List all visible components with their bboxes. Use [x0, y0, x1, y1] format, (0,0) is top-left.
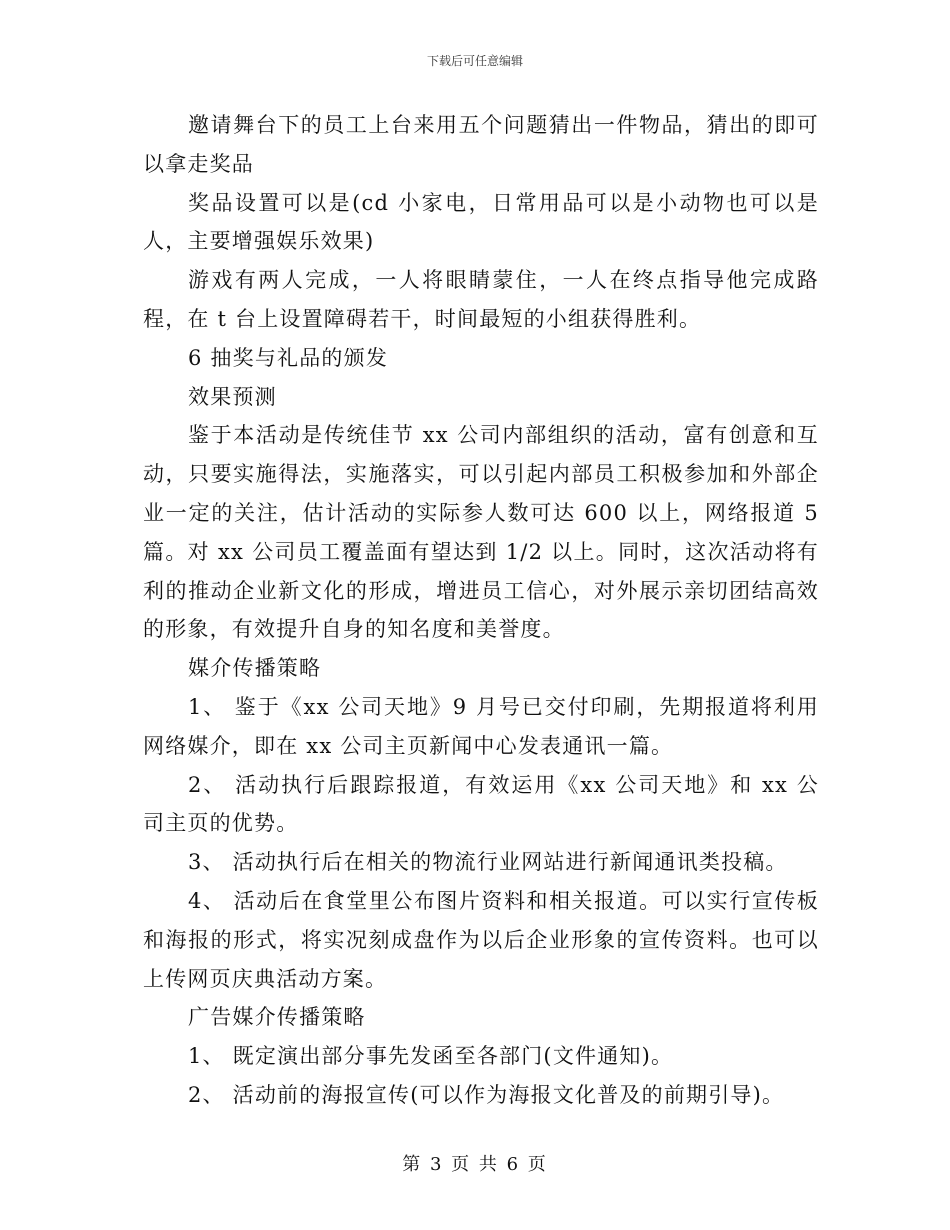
paragraph-guess-game: 邀请舞台下的员工上台来用五个问题猜出一件物品，猜出的即可以拿走奖品: [143, 113, 819, 176]
paragraph-lottery-heading: 6 抽奖与礼品的颁发: [188, 345, 389, 370]
section-heading-media-strategy: 媒介传播策略: [188, 656, 322, 681]
list-item-media-1: 1、 鉴于《xx 公司天地》9 月号已交付印刷，先期报道将利用网络媒介，即在 xx 公司主页新闻中心发表通讯一篇。: [143, 694, 819, 758]
list-item-ad-2: 2、 活动前的海报宣传(可以作为海报文化普及的前期引导)。: [188, 1082, 785, 1107]
list-item-media-4: 4、 活动后在食堂里公布图片资料和相关报道。可以实行宣传板和海报的形式，将实况刻成盘作为以后企业形象的宣传资料。也可以上传网页庆典活动方案。: [143, 888, 819, 991]
document-body: [143, 106, 819, 1115]
section-heading-ad-media-strategy: 广告媒介传播策略: [188, 1005, 366, 1030]
list-item-media-3: 3、 活动执行后在相关的物流行业网站进行新闻通讯类投稿。: [188, 850, 788, 875]
paragraph-prize-settings: 奖品设置可以是(cd 小家电，日常用品可以是小动物也可以是人，主要增强娱乐效果): [143, 190, 819, 254]
page-header: 下载后可任意编辑: [426, 54, 523, 68]
section-heading-effect-forecast: 效果预测: [188, 384, 277, 409]
paragraph-effect-forecast: 鉴于本活动是传统佳节 xx 公司内部组织的活动，富有创意和互动，只要实施得法，实施落实，可以引起内部员工积极参加和外部企业一定的关注，估计活动的实际参人数可达 600 以上，网络报道 5 篇。对 xx 公司员工覆盖面有望达到 1/2 以上。同时，这次活动将有利的推动企业新文化的形成，增进员工信心，对外展示亲切团结高效的形象，有效提升自身的知名度和美誉度。: [143, 423, 819, 642]
page-footer: 第 3 页 共 6 页: [402, 1154, 548, 1175]
paragraph-blindfold-game: 游戏有两人完成，一人将眼睛蒙住，一人在终点指导他完成路程，在 t 台上设置障碍若干，时间最短的小组获得胜利。: [143, 268, 819, 331]
list-item-ad-1: 1、 既定演出部分事先发函至各部门(文件通知)。: [188, 1044, 674, 1069]
list-item-media-2: 2、 活动执行后跟踪报道，有效运用《xx 公司天地》和 xx 公司主页的优势。: [143, 772, 819, 836]
